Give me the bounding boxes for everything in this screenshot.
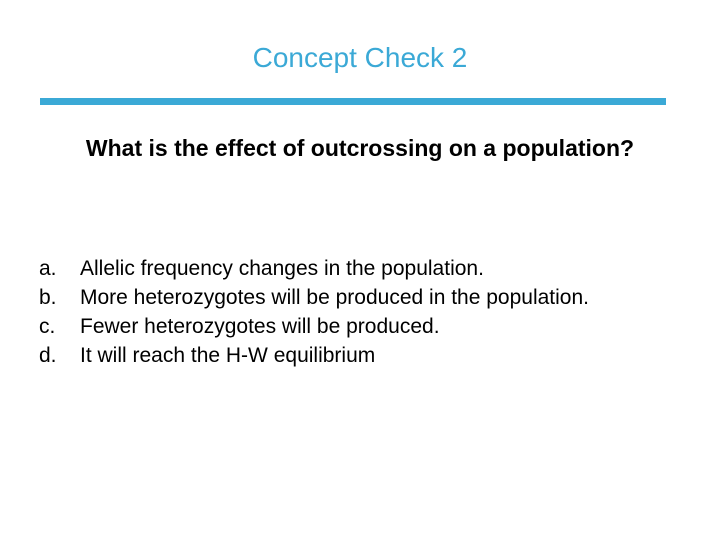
answer-letter: c. <box>39 315 56 338</box>
title-underline <box>40 98 666 105</box>
answer-option-a <box>39 254 689 283</box>
answer-text: It will reach the H-W equilibrium <box>80 344 376 367</box>
answer-letter: a. <box>39 257 57 280</box>
answer-letter: b. <box>39 286 57 309</box>
answer-option-d <box>39 341 689 370</box>
answer-text: Fewer heterozygotes will be produced. <box>80 315 440 338</box>
answer-option-c <box>39 312 689 341</box>
answer-letter: d. <box>39 344 57 367</box>
answer-text: More heterozygotes will be produced in the population. <box>80 286 589 309</box>
answer-text: Allelic frequency changes in the population. <box>80 257 484 280</box>
question-text: What is the effect of outcrossing on a population? <box>85 135 635 161</box>
answer-list <box>39 254 689 370</box>
slide-title: Concept Check 2 <box>252 42 468 73</box>
answer-option-b <box>39 283 689 312</box>
